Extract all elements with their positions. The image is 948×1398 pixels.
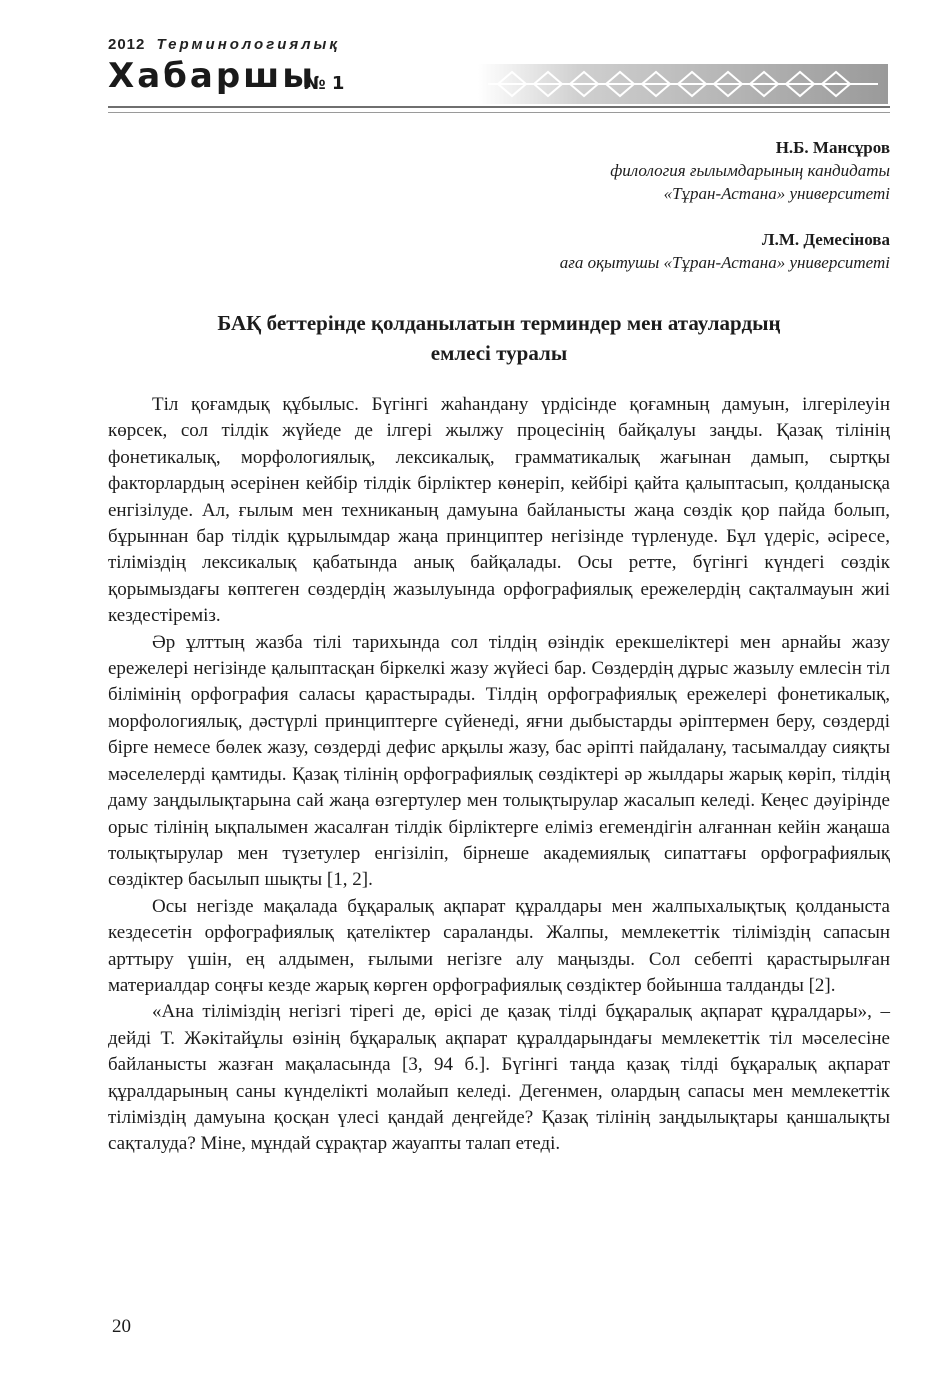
journal-header — [108, 36, 890, 136]
journal-series: Терминологиялық — [156, 36, 340, 53]
paragraph: «Ана тіліміздің негізгі тірегі де, өрісі де қазақ тілді бұқаралық ақпарат құралдары», – дейді Т. Жәкітайұлы өзінің бұқаралық ақпарат құралдарындағы мемлекеттік тіл мәселесіне байланысты жазған мақаласында [3, 94 б.]. Бүгінгі таңда қазақ тілді бұқаралық ақпарат құралдарының саны күнделікті молайып келеді. Дегенмен, олардың сапасы мен мемлекеттік тіліміздің дамуына қосқан үлесі қандай деңгейде? Қазақ тілінің заңдылықтары қаншалықты сақталуда? Міне, мұндай сұрақтар жауапты талап етеді. — [108, 1001, 890, 1155]
author-affiliation: филология ғылымдарының кандидаты — [610, 161, 890, 180]
journal-issue: № 1 — [304, 73, 345, 94]
author-affiliation: аға оқытушы «Тұран-Астана» университеті — [559, 253, 890, 272]
ornament-pattern — [478, 64, 888, 104]
header-ornament — [478, 64, 888, 104]
article-title — [108, 308, 890, 368]
author-block-1 — [610, 136, 890, 205]
author-name: Л.М. Демесінова — [761, 230, 890, 249]
paragraph: Тіл қоғамдық құбылыс. Бүгінгі жаһандану үрдісінде қоғамның дамуын, ілгерілеуін көрсек, сол тілдік жүйеде де ілгері жылжу процесінің байқалуы заңды. Қазақ тілінің фонетикалық, морфологиялық, лексикалық, грамматикалық жағынан дамып, сыртқы факторлардың әсерінен кейбір тілдік бірліктер көнеріп, кейбірі қайта қалыптасып, қолданысқа енгізілуде. Ал, ғылым мен техниканың дамуына байланысты жаңа сөздік қор пайда болып, бұрыннан бар тілдік құрылымдар жаңа принциптер негізінде түрленуде. Бұл үдеріс, әсіресе, тіліміздің лексикалық қабатында анық байқалады. Осы ретте, бүгінгі күндегі сөздік қорымыздағы көптеген сөздердің жазылуында орфографиялық ережелердің сақталмауын жиі кездестіреміз. — [108, 394, 890, 627]
article-body — [108, 392, 890, 1158]
journal-year: 2012 — [108, 36, 146, 53]
paragraph: Осы негізде мақалада бұқаралық ақпарат құралдары мен жалпыхалықтық қолданыста кездесетін орфографиялық қателіктер сараланды. Жалпы, мемлекеттік тіліміздің сапасын арттыру үшін, ең алдымен, ғылыми негізге алу маңызды. Сол себепті қарастырылған материалдар соңғы кезде жарық көрген орфографиялық сөздіктер бойынша талданды [2]. — [108, 895, 890, 996]
header-rule-secondary — [108, 112, 890, 113]
article-title-line: емлесі туралы — [430, 341, 568, 365]
journal-title: Хабаршы — [108, 56, 317, 96]
page-number: 20 — [112, 1316, 131, 1337]
author-name: Н.Б. Мансұров — [775, 138, 890, 157]
journal-series-line — [108, 36, 340, 53]
header-rule — [108, 106, 890, 108]
author-affiliation: «Тұран-Астана» университеті — [663, 184, 890, 203]
article-title-line: БАҚ беттерінде қолданылатын терминдер мен атаулардың — [217, 311, 781, 335]
paragraph: Әр ұлттың жазба тілі тарихында сол тілдің өзіндік ерекшеліктері мен арнайы жазу ережелері негізінде қалыптасқан біркелкі жазу жүйесі бар. Сөздердің дұрыс жазылу емлесін тіл білімінің орфография саласы қарастырады. Тілдің орфографиялық ережелері фонетикалық, морфологиялық, дәстүрлі принциптерге сүйенеді, яғни дыбыстарды әріптермен беру, сөздерді бірге немесе бөлек жазу, сөздерді дефис арқылы жазу, бас әріпті пайдалану, тасымалдау сияқты мәселелерді қамтиды. Қазақ тілінің орфографиялық сөздіктері әр жылдары жарық көріп, тілдің даму заңдылықтарына сай жаңа өзгертулер мен толықтырулар жасалып келеді. Кеңес дәуірінде орыс тілінің ықпалымен жасалған тілдік бірліктерге еліміз егемендігін алғаннан кейін жаңаша толықтырулар мен түзетулер енгізіліп, бірнеше академиялық сипаттағы орфографиялық сөздіктер басылып шықты [1, 2]. — [108, 631, 890, 891]
author-block-2 — [560, 228, 890, 274]
